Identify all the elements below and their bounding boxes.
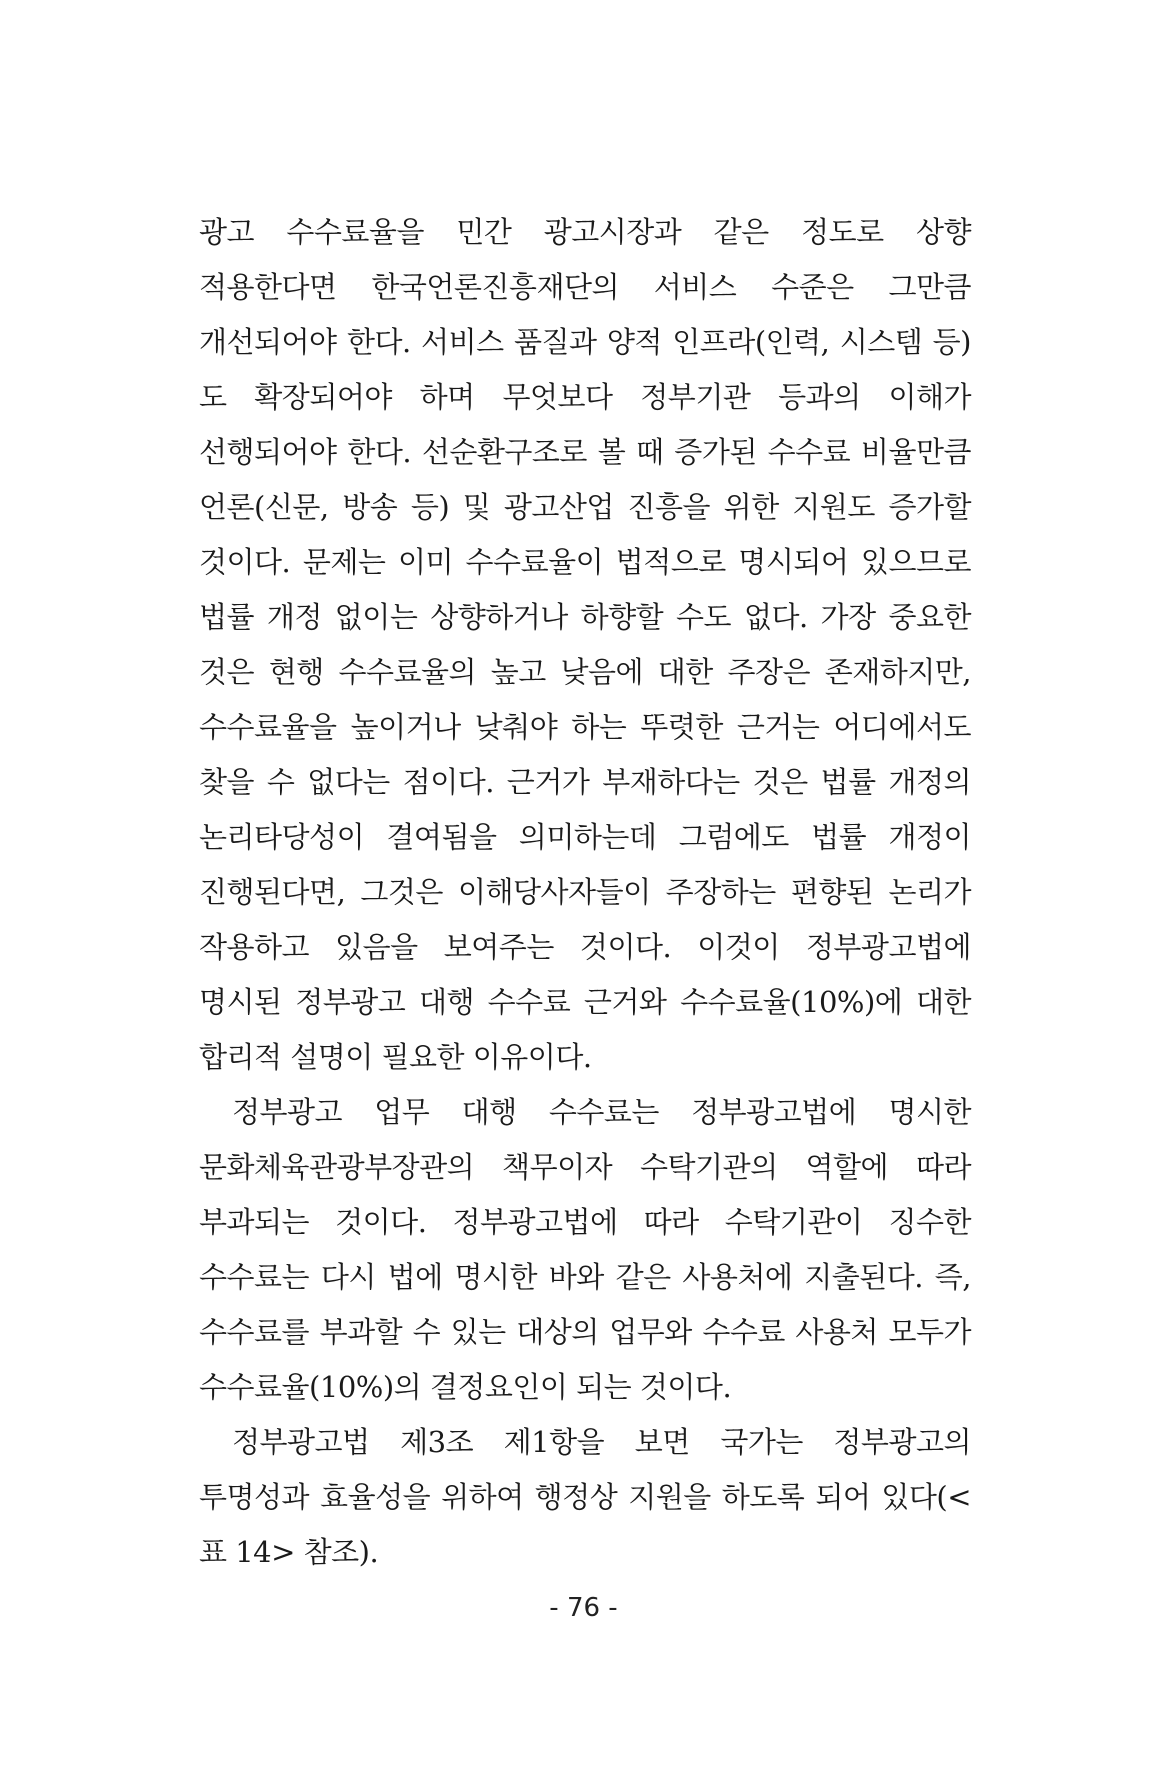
paragraph-3: 정부광고법 제3조 제1항을 보면 국가는 정부광고의 투명성과 효율성을 위하여 행정상 지원을 하도록 되어 있다(<표 14> 참조). [199,1425,971,1569]
page-number: - 76 - [549,1593,618,1623]
paragraph-1: 광고 수수료율을 민간 광고시장과 같은 정도로 상향 적용한다면 한국언론진흥재단의 서비스 수준은 그만큼 개선되어야 한다. 서비스 품질과 양적 인프라(인력, 시스템 등)도 확장되어야 하며 무엇보다 정부기관 등과의 이해가 선행되어야 한다. 선순환구조로 볼 때 증가된 수수료 비율만큼 언론(신문, 방송 등) 및 광고산업 진흥을 위한 지원도 증가할 것이다. 문제는 이미 수수료율이 법적으로 명시되어 있으므로 법률 개정 없이는 상향하거나 하향할 수도 없다. 가장 중요한 것은 현행 수수료율의 높고 낮음에 대한 주장은 존재하지만, 수수료율을 높이거나 낮춰야 하는 뚜렷한 근거는 어디에서도 찾을 수 없다는 점이다. 근거가 부재하다는 것은 법률 개정의 논리타당성이 결여됨을 의미하는데 그럼에도 법률 개정이 진행된다면, 그것은 이해당사자들이 주장하는 편향된 논리가 작용하고 있음을 보여주는 것이다. 이것이 정부광고법에 명시된 정부광고 대행 수수료 근거와 수수료율(10%)에 대한 합리적 설명이 필요한 이유이다. [199,215,971,1074]
paragraph-2: 정부광고 업무 대행 수수료는 정부광고법에 명시한 문화체육관광부장관의 책무이자 수탁기관의 역할에 따라 부과되는 것이다. 정부광고법에 따라 수탁기관이 징수한 수수료는 다시 법에 명시한 바와 같은 사용처에 지출된다. 즉, 수수료를 부과할 수 있는 대상의 업무와 수수료 사용처 모두가 수수료율(10%)의 결정요인이 되는 것이다. [199,1095,971,1404]
page-body [199,205,971,1580]
